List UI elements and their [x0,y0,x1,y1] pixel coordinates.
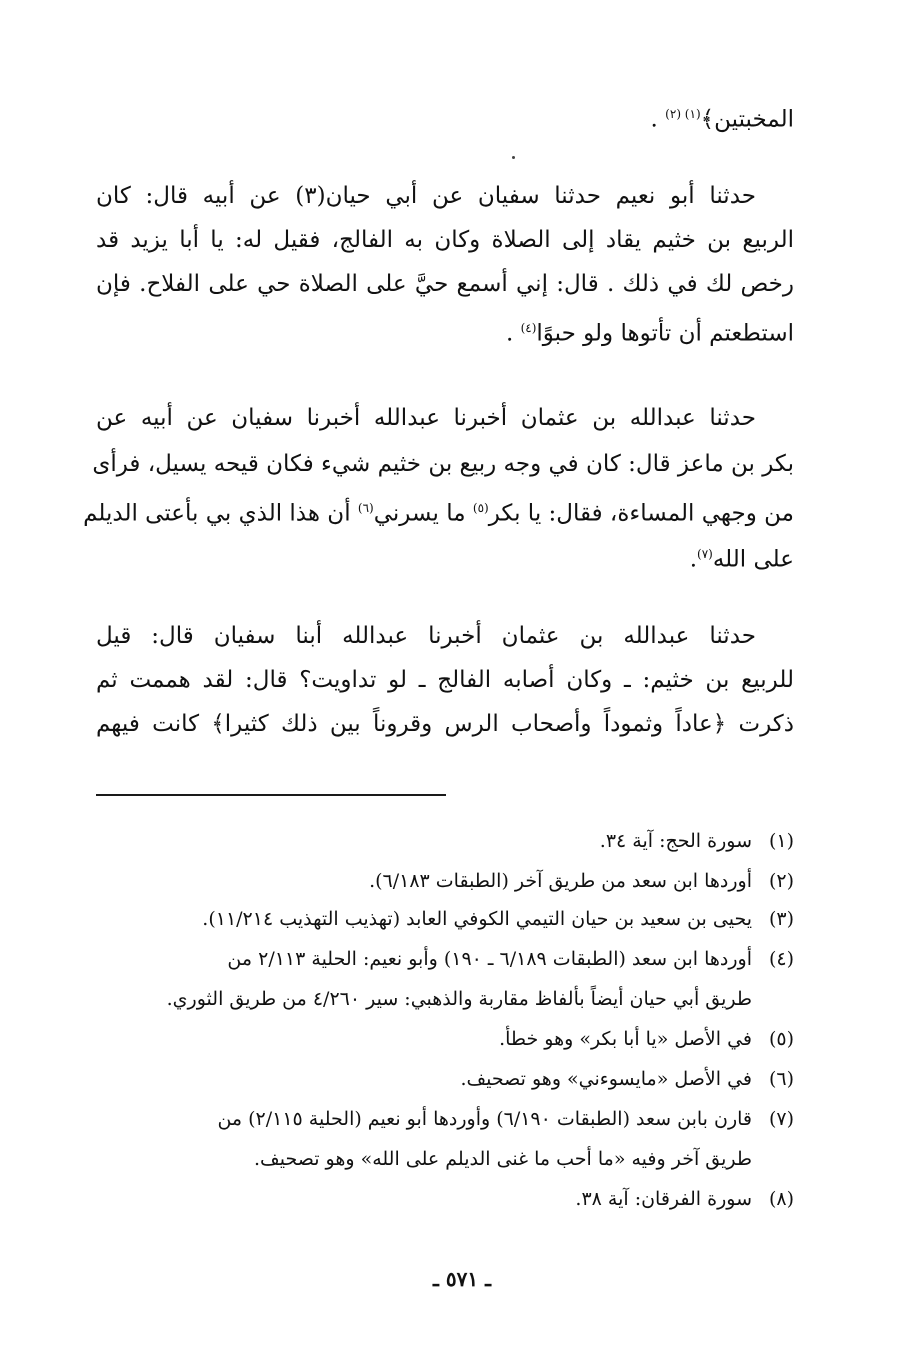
para2-line4-text: على الله [712,546,794,573]
footnote-number: (٨) [768,1188,794,1210]
footnote-text: أوردها ابن سعد (الطبقات ٦/١٨٩ ـ ١٩٠) وأبو نعيم: الحلية ٢/١١٣ من [227,948,752,970]
para1-last-note: (٤) [520,321,537,335]
para2-line-1: حدثنا عبدالله بن عثمان أخبرنا عبدالله أخبرنا سفيان عن أبيه عن [96,405,756,431]
para1-last-end: . [505,320,521,347]
footnote-text: قارن بابن سعد (الطبقات ٦/١٩٠) وأوردها أبو نعيم (الحلية ٢/١١٥) من [217,1108,752,1130]
footnote-number: (٥) [768,1028,794,1050]
footnote-3 [96,904,794,934]
para1-line-4 [96,310,794,352]
footnote-7-continuation: طريق آخر وفيه «ما أحب ما غنى الديلم على الله» وهو تصحيف. [254,1148,752,1170]
para1-line-2: الربيع بن خثيم يقاد إلى الصلاة وكان به الفالج، فقيل له: يا أبا يزيد قد [96,227,794,253]
top-line-end: . [650,106,666,133]
footnote-number: (٧) [768,1108,794,1130]
para2-line3-part-a: من وجهي المساءة، فقال: يا بكر [488,500,794,527]
footnote-number: (٤) [768,948,794,970]
footnote-text: في الأصل «مايسوءني» وهو تصحيف. [460,1068,752,1090]
footnote-number: (٢) [768,870,794,892]
footnote-number: (٣) [768,908,794,930]
page-number: ـ ٥٧١ ـ [433,1267,491,1291]
top-line-text: المخبتين﴾ [700,106,794,133]
footnote-8 [96,1184,794,1214]
para2-line-3 [83,490,794,532]
para2-line4-end: . [689,546,697,573]
footnote-5 [96,1024,794,1054]
para2-line-4 [96,536,794,578]
para1-last-text: استطعتم أن تأتوها ولو حبوًا [536,320,794,347]
para3-line-3: ذكرت ﴿عاداً وثموداً وأصحاب الرس وقروناً بين ذلك كثيرا﴾ كانت فيهم [96,711,794,737]
para2-note-5: (٥) [472,501,489,515]
para2-line3-part-b: ما يسرني [373,500,473,527]
para3-line-2: للربيع بن خثيم: ـ وكان أصابه الفالج ـ لو تداويت؟ قال: لقد هممت ثم [96,667,794,693]
page-body [83,0,794,1365]
para3-line-1: حدثنا عبدالله بن عثمان أخبرنا عبدالله أبنا سفيان قال: قيل [96,623,756,649]
para1-line-1: حدثنا أبو نعيم حدثنا سفيان عن أبي حيان(٣) عن أبيه قال: كان [96,183,756,209]
footnote-4-continuation: طريق أبي حيان أيضاً بألفاظ مقاربة والذهبي: سير ٤/٢٦٠ من طريق الثوري. [166,988,752,1010]
footnote-text: يحيى بن سعيد بن حيان التيمي الكوفي العابد (تهذيب التهذيب ١١/٢١٤). [202,908,752,930]
footnote-number: (٦) [768,1068,794,1090]
para2-line-2: بكر بن ماعز قال: كان في وجه ربيع بن خثيم شيء فكان قيحه يسيل، فرأى [92,451,794,477]
footnote-1 [96,826,794,856]
para2-note-6: (٦) [357,501,374,515]
footnote-number: (١) [768,830,794,852]
footnote-text: سورة الفرقان: آية ٣٨. [575,1188,752,1210]
footnote-7 [96,1104,794,1134]
footnote-2 [96,866,794,896]
para2-line3-part-c: أن هذا الذي بي بأعتى الديلم [83,500,358,527]
footnote-separator [96,794,446,796]
footnote-6 [96,1064,794,1094]
para1-line-3: رخص لك في ذلك . قال: إني أسمع حيَّ على الصلاة حي على الفلاح. فإن [96,271,794,297]
continuation-line [96,96,794,138]
footnote-text: سورة الحج: آية ٣٤. [599,830,752,852]
footnote-text: في الأصل «يا أبا بكر» وهو خطأ. [499,1028,752,1050]
top-line-notes: (١) (٢) [665,107,701,121]
footnote-text: أوردها ابن سعد من طريق آخر (الطبقات ٦/١٨٣). [369,870,752,892]
footnote-4 [96,944,794,974]
para2-note-7: (٧) [697,547,713,561]
